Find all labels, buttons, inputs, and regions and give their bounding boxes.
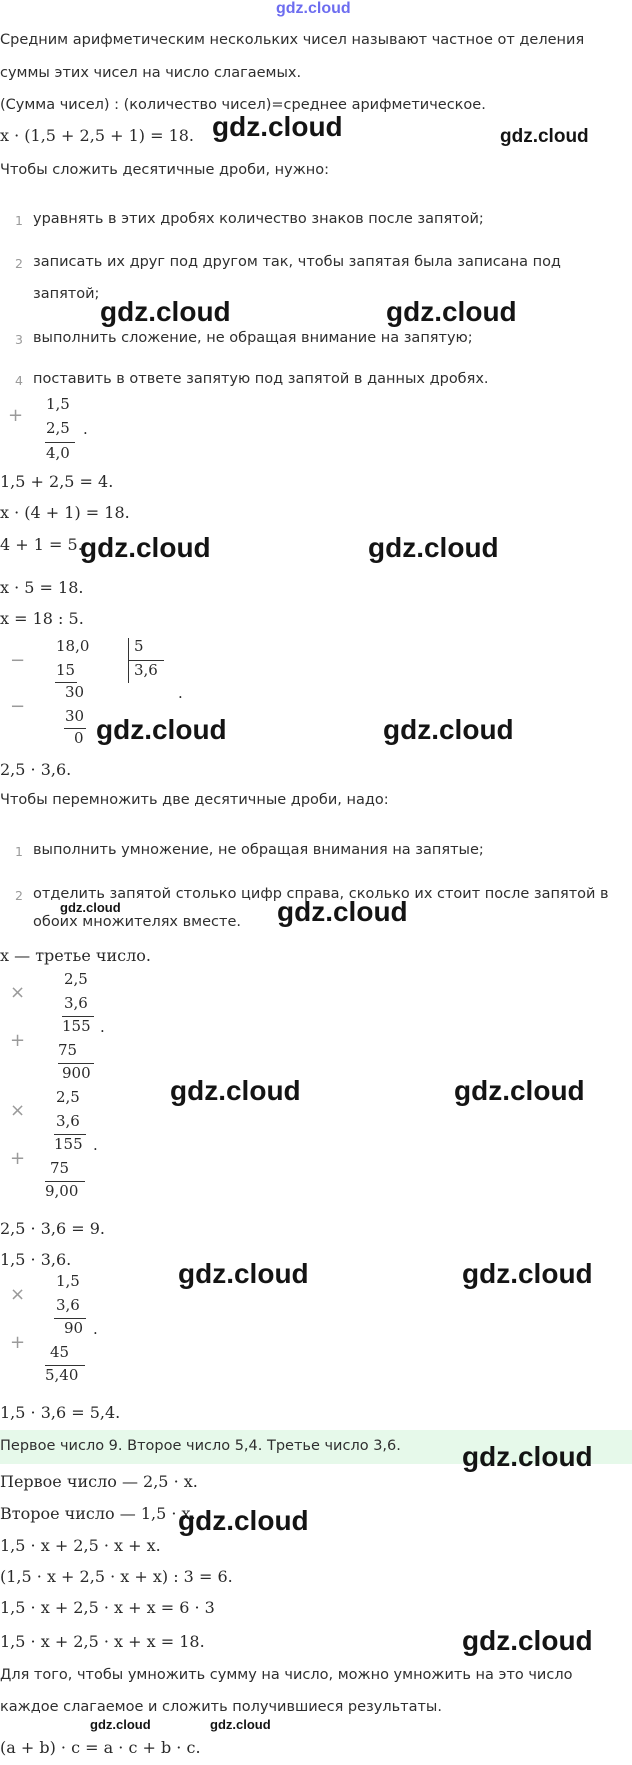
sum-expression: 1,5 · x + 2,5 · x + x. <box>0 1536 161 1555</box>
list-item: отделить запятой столько цифр справа, сколько их стоит после запятой в <box>33 886 609 902</box>
plus-sign: + <box>10 1030 26 1051</box>
period: . <box>100 1018 105 1036</box>
factor-1: 2,5 <box>56 1088 80 1106</box>
partial-product-2: 75 <box>50 1159 70 1177</box>
list-item: уравнять в этих дробях количество знаков после запятой; <box>33 211 484 227</box>
dividend: 18,0 <box>56 637 90 655</box>
watermark: gdz.cloud <box>210 1717 271 1732</box>
sum-line <box>45 442 75 443</box>
watermark: gdz.cloud <box>178 1505 309 1536</box>
intro-line-1: Средним арифметическим нескольких чисел называют частное от деления <box>0 32 585 48</box>
remainder-1: 30 <box>65 683 85 701</box>
partial-product-1: 155 <box>54 1135 83 1153</box>
step: x = 18 : 5. <box>0 609 84 628</box>
watermark: gdz.cloud <box>90 1717 151 1732</box>
watermark: gdz.cloud <box>462 1625 593 1656</box>
product-result: 9,00 <box>45 1182 79 1200</box>
intro-line-2: суммы этих чисел на число слагаемых. <box>0 65 302 81</box>
watermark: gdz.cloud <box>277 896 408 927</box>
period: . <box>83 420 88 438</box>
watermark: gdz.cloud <box>170 1075 301 1106</box>
list-item-number: 1 <box>15 844 23 859</box>
remainder-2: 0 <box>74 729 84 747</box>
rule-heading-multiplication: Чтобы перемножить две десятичные дроби, надо: <box>0 792 389 808</box>
expression: 2,5 · 3,6. <box>0 760 72 779</box>
addend-1: 1,5 <box>46 395 70 413</box>
period: . <box>178 684 183 702</box>
list-item-number: 2 <box>15 256 23 271</box>
rule-heading-addition: Чтобы сложить десятичные дроби, нужно: <box>0 162 330 178</box>
partial-product-2: 45 <box>50 1343 70 1361</box>
formula-definition: (Сумма чисел) : (количество чисел)=среднее арифметическое. <box>0 97 486 113</box>
addend-2: 2,5 <box>46 419 70 437</box>
list-item: выполнить умножение, не обращая внимания на запятые; <box>33 842 484 858</box>
watermark: gdz.cloud <box>212 111 343 142</box>
subtrahend-2: 30 <box>65 707 85 725</box>
list-item-number: 2 <box>15 888 23 903</box>
watermark: gdz.cloud <box>96 714 227 745</box>
equation: 1,5 · x + 2,5 · x + x = 6 · 3 <box>0 1598 215 1617</box>
quotient: 3,6 <box>134 661 158 679</box>
times-sign: × <box>10 982 26 1003</box>
watermark: gdz.cloud <box>368 532 499 563</box>
watermark: gdz.cloud <box>454 1075 585 1106</box>
subtrahend-1: 15 <box>56 661 76 679</box>
factor-2: 3,6 <box>64 994 88 1012</box>
plus-sign: + <box>10 1332 26 1353</box>
equation: 2,5 · 3,6 = 9. <box>0 1219 105 1238</box>
first-number-expression: Первое число — 2,5 · x. <box>0 1472 198 1491</box>
partial-product-1: 90 <box>64 1319 84 1337</box>
list-item-continuation: запятой; <box>33 286 100 302</box>
watermark: gdz.cloud <box>462 1441 593 1472</box>
factor-1: 2,5 <box>64 970 88 988</box>
divisor: 5 <box>134 637 144 655</box>
mean-equation: (1,5 · x + 2,5 · x + x) : 3 = 6. <box>0 1567 233 1586</box>
plus-sign: + <box>10 1148 26 1169</box>
equation-main: x · (1,5 + 2,5 + 1) = 18. <box>0 126 195 145</box>
watermark: gdz.cloud <box>500 126 589 147</box>
equation: 1,5 · 3,6 = 5,4. <box>0 1403 121 1422</box>
list-item: выполнить сложение, не обращая внимание на запятую; <box>33 330 473 346</box>
answer-text: Первое число 9. Второе число 5,4. Третье число 3,6. <box>0 1438 401 1454</box>
distributive-formula: (a + b) · c = a · c + b · c. <box>0 1738 201 1757</box>
watermark: gdz.cloud <box>178 1258 309 1289</box>
plus-sign: + <box>8 405 24 426</box>
watermark: gdz.cloud <box>60 900 121 915</box>
watermark-top: gdz.cloud <box>276 0 351 17</box>
minus-sign: − <box>10 650 26 671</box>
step: x · 5 = 18. <box>0 578 84 597</box>
product-result: 5,40 <box>45 1366 79 1384</box>
times-sign: × <box>10 1284 26 1305</box>
step: x · (4 + 1) = 18. <box>0 503 130 522</box>
list-item-number: 1 <box>15 213 23 228</box>
product-result: 900 <box>62 1064 91 1082</box>
watermark: gdz.cloud <box>462 1258 593 1289</box>
equation: 1,5 · x + 2,5 · x + x = 18. <box>0 1632 205 1651</box>
outro-line-2: каждое слагаемое и сложить получившиеся результаты. <box>0 1699 442 1715</box>
partial-product-1: 155 <box>62 1017 91 1035</box>
watermark: gdz.cloud <box>383 714 514 745</box>
minus-sign: − <box>10 696 26 717</box>
expression: 1,5 · 3,6. <box>0 1250 72 1269</box>
list-item: записать их друг под другом так, чтобы запятая была записана под <box>33 254 561 270</box>
step: 4 + 1 = 5. <box>0 535 83 554</box>
watermark: gdz.cloud <box>100 296 231 327</box>
list-item-continuation: обоих множителях вместе. <box>33 914 241 930</box>
list-item-number: 4 <box>15 373 23 388</box>
watermark: gdz.cloud <box>386 296 517 327</box>
list-item: поставить в ответе запятую под запятой в данных дробях. <box>33 371 489 387</box>
period: . <box>93 1320 98 1338</box>
list-item-number: 3 <box>15 332 23 347</box>
factor-2: 3,6 <box>56 1296 80 1314</box>
outro-line-1: Для того, чтобы умножить сумму на число, можно умножить на это число <box>0 1667 573 1683</box>
third-number-label: x — третье число. <box>0 946 151 965</box>
factor-1: 1,5 <box>56 1272 80 1290</box>
times-sign: × <box>10 1100 26 1121</box>
factor-2: 3,6 <box>56 1112 80 1130</box>
sum-result: 4,0 <box>46 444 70 462</box>
step: 1,5 + 2,5 = 4. <box>0 472 114 491</box>
period: . <box>93 1136 98 1154</box>
second-number-expression: Второе число — 1,5 · x. <box>0 1504 196 1523</box>
partial-product-2: 75 <box>58 1041 78 1059</box>
watermark: gdz.cloud <box>80 532 211 563</box>
